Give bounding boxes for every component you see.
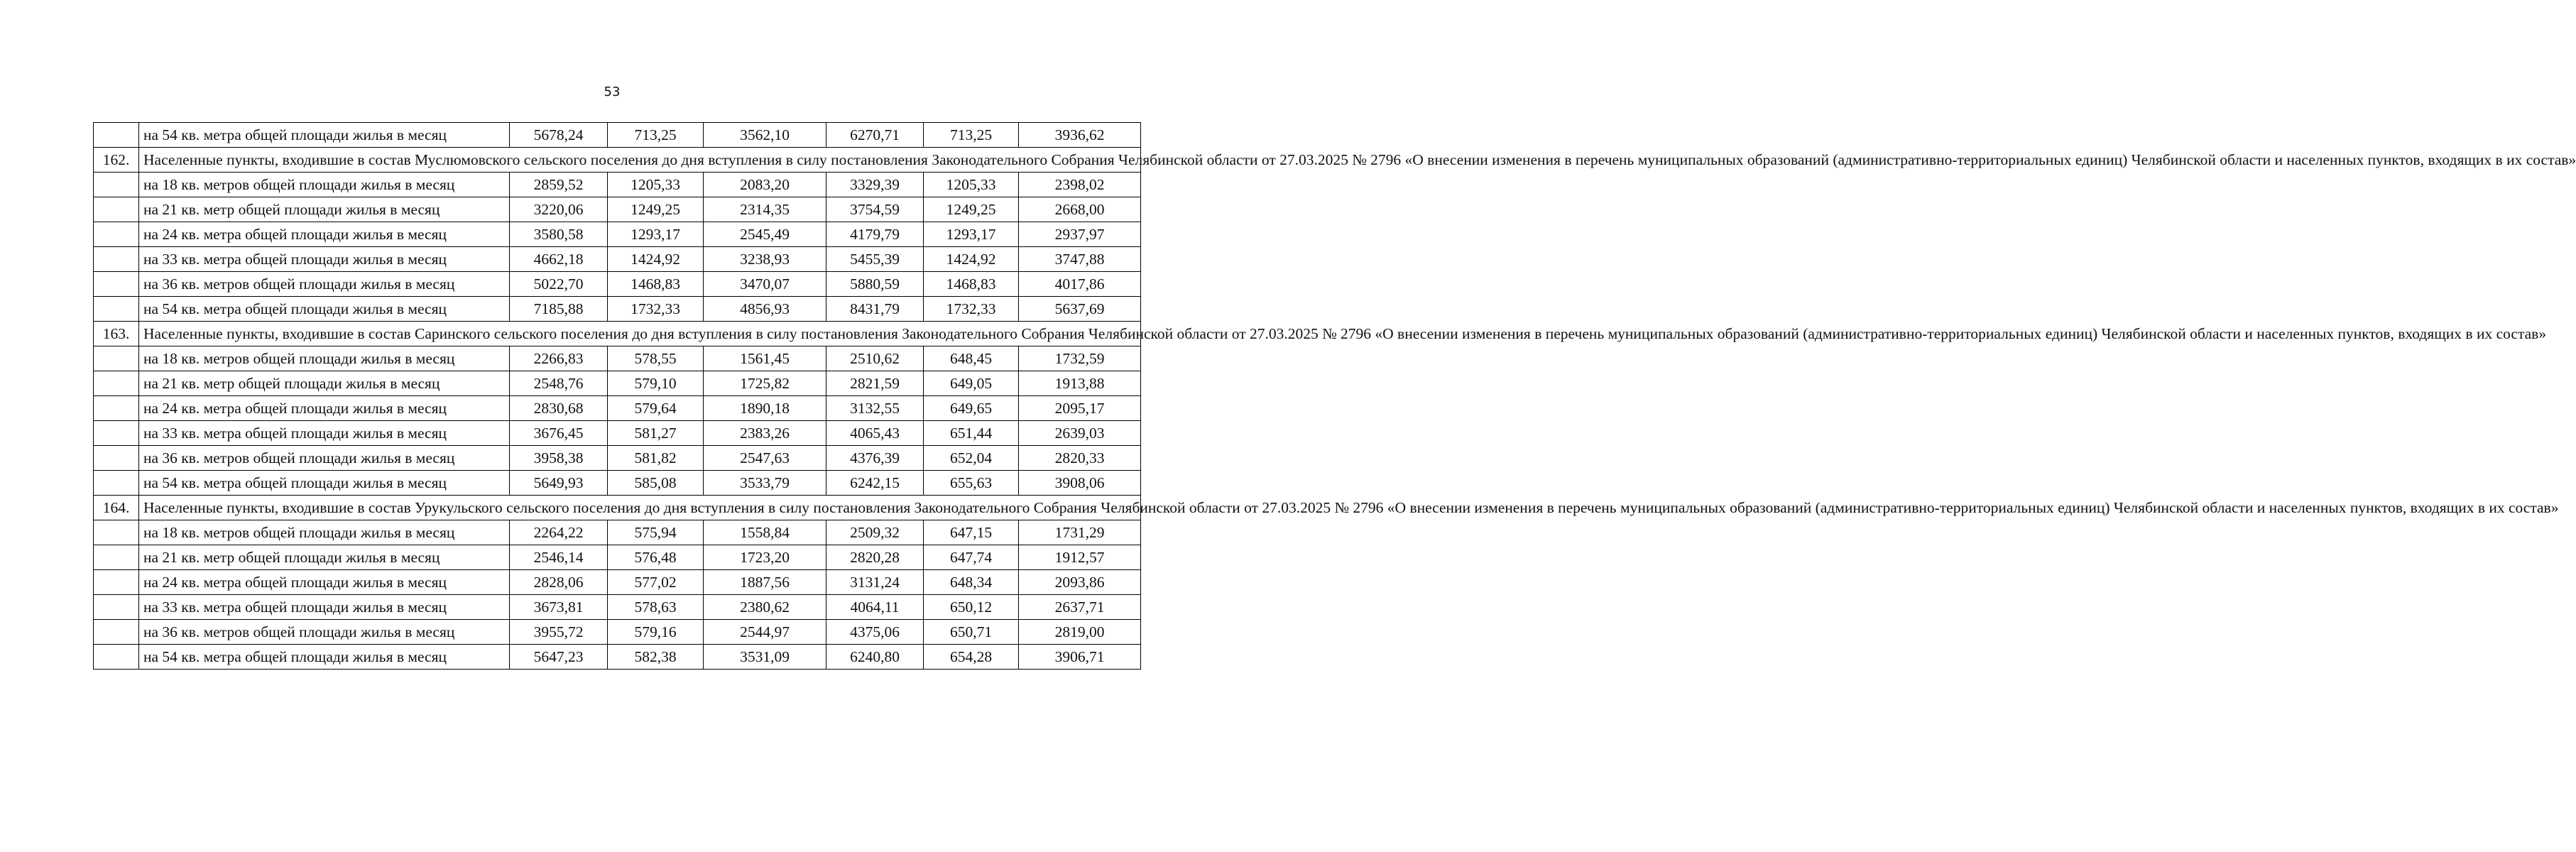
- value-cell: 650,71: [924, 620, 1019, 645]
- value-cell: 581,82: [608, 446, 704, 471]
- value-cell: 1561,45: [704, 346, 826, 371]
- value-cell: 2547,63: [704, 446, 826, 471]
- value-cell: 2819,00: [1019, 620, 1141, 645]
- value-cell: 1732,59: [1019, 346, 1141, 371]
- index-cell-empty: [94, 520, 139, 545]
- value-cell: 3908,06: [1019, 471, 1141, 496]
- value-cell: 1249,25: [924, 197, 1019, 222]
- value-cell: 4376,39: [826, 446, 924, 471]
- index-cell-empty: [94, 545, 139, 570]
- index-cell-empty: [94, 272, 139, 297]
- value-cell: 3580,58: [510, 222, 608, 247]
- value-cell: 577,02: [608, 570, 704, 595]
- table-row: [94, 247, 1141, 272]
- value-cell: 1293,17: [924, 222, 1019, 247]
- group-description: Населенные пункты, входившие в состав Урукульского сельского поселения до дня вступления в силу постановления Законодательного Собрания Челябинской области от 27.03.2025 № 2796 «О внесении изменения в перечень муниципальных образований (административно-территориальных единиц) Челябинской области и населенных пунктов, входящих в их состав»: [139, 496, 1141, 520]
- value-cell: 579,64: [608, 396, 704, 421]
- value-cell: 1732,33: [608, 297, 704, 322]
- index-cell-empty: [94, 197, 139, 222]
- group-index: 164.: [94, 496, 139, 520]
- value-cell: 2314,35: [704, 197, 826, 222]
- value-cell: 1468,83: [608, 272, 704, 297]
- value-cell: 4017,86: [1019, 272, 1141, 297]
- value-cell: 1468,83: [924, 272, 1019, 297]
- value-cell: 3676,45: [510, 421, 608, 446]
- index-cell-empty: [94, 570, 139, 595]
- value-cell: 648,34: [924, 570, 1019, 595]
- row-label: на 54 кв. метра общей площади жилья в месяц: [139, 471, 510, 496]
- value-cell: 4375,06: [826, 620, 924, 645]
- value-cell: 1249,25: [608, 197, 704, 222]
- value-cell: 4662,18: [510, 247, 608, 272]
- table-row: [94, 645, 1141, 670]
- value-cell: 7185,88: [510, 297, 608, 322]
- value-cell: 2828,06: [510, 570, 608, 595]
- table-row: [94, 197, 1141, 222]
- row-label: на 24 кв. метра общей площади жилья в месяц: [139, 396, 510, 421]
- value-cell: 5649,93: [510, 471, 608, 496]
- value-cell: 2637,71: [1019, 595, 1141, 620]
- value-cell: 648,45: [924, 346, 1019, 371]
- table-row: [94, 396, 1141, 421]
- group-description: Населенные пункты, входившие в состав Саринского сельского поселения до дня вступления в силу постановления Законодательного Собрания Челябинской области от 27.03.2025 № 2796 «О внесении изменения в перечень муниципальных образований (административно-территориальных единиц) Челябинской области и населенных пунктов, входящих в их состав»: [139, 322, 1141, 346]
- table-row: [94, 371, 1141, 396]
- value-cell: 2093,86: [1019, 570, 1141, 595]
- value-cell: 581,27: [608, 421, 704, 446]
- value-cell: 2398,02: [1019, 173, 1141, 197]
- value-cell: 6270,71: [826, 123, 924, 148]
- table-row: [94, 446, 1141, 471]
- value-cell: 2544,97: [704, 620, 826, 645]
- value-cell: 2383,26: [704, 421, 826, 446]
- table-row: [94, 346, 1141, 371]
- value-cell: 1293,17: [608, 222, 704, 247]
- value-cell: 4856,93: [704, 297, 826, 322]
- value-cell: 2095,17: [1019, 396, 1141, 421]
- value-cell: 1205,33: [924, 173, 1019, 197]
- tariff-table: [93, 122, 2576, 670]
- index-cell-empty: [94, 247, 139, 272]
- index-cell-empty: [94, 346, 139, 371]
- value-cell: 6242,15: [826, 471, 924, 496]
- value-cell: 1890,18: [704, 396, 826, 421]
- value-cell: 3754,59: [826, 197, 924, 222]
- value-cell: 5455,39: [826, 247, 924, 272]
- value-cell: 2639,03: [1019, 421, 1141, 446]
- value-cell: 713,25: [608, 123, 704, 148]
- value-cell: 1424,92: [924, 247, 1019, 272]
- index-cell-empty: [94, 446, 139, 471]
- value-cell: 1723,20: [704, 545, 826, 570]
- row-label: на 18 кв. метров общей площади жилья в месяц: [139, 346, 510, 371]
- value-cell: 1725,82: [704, 371, 826, 396]
- value-cell: 1912,57: [1019, 545, 1141, 570]
- group-index: 163.: [94, 322, 139, 346]
- table-row: [94, 520, 1141, 545]
- table-row: [94, 222, 1141, 247]
- value-cell: 5647,23: [510, 645, 608, 670]
- index-cell-empty: [94, 371, 139, 396]
- value-cell: 2668,00: [1019, 197, 1141, 222]
- value-cell: 2545,49: [704, 222, 826, 247]
- row-label: на 18 кв. метров общей площади жилья в месяц: [139, 520, 510, 545]
- value-cell: 651,44: [924, 421, 1019, 446]
- table-row: [94, 570, 1141, 595]
- value-cell: 4064,11: [826, 595, 924, 620]
- group-header-row: [94, 496, 1141, 520]
- row-label: на 36 кв. метров общей площади жилья в месяц: [139, 620, 510, 645]
- value-cell: 1205,33: [608, 173, 704, 197]
- table-row: [94, 173, 1141, 197]
- group-header-row: [94, 322, 1141, 346]
- index-cell-empty: [94, 297, 139, 322]
- value-cell: 655,63: [924, 471, 1019, 496]
- index-cell-empty: [94, 421, 139, 446]
- value-cell: 1732,33: [924, 297, 1019, 322]
- value-cell: 654,28: [924, 645, 1019, 670]
- value-cell: 2937,97: [1019, 222, 1141, 247]
- value-cell: 3238,93: [704, 247, 826, 272]
- table-row: [94, 471, 1141, 496]
- group-header-row: [94, 148, 1141, 173]
- value-cell: 578,55: [608, 346, 704, 371]
- row-label: на 54 кв. метра общей площади жилья в месяц: [139, 123, 510, 148]
- value-cell: 3531,09: [704, 645, 826, 670]
- row-label: на 21 кв. метр общей площади жилья в месяц: [139, 197, 510, 222]
- value-cell: 5637,69: [1019, 297, 1141, 322]
- index-cell-empty: [94, 620, 139, 645]
- index-cell-empty: [94, 645, 139, 670]
- value-cell: 585,08: [608, 471, 704, 496]
- index-cell-empty: [94, 595, 139, 620]
- value-cell: 579,16: [608, 620, 704, 645]
- value-cell: 1887,56: [704, 570, 826, 595]
- value-cell: 649,05: [924, 371, 1019, 396]
- value-cell: 2546,14: [510, 545, 608, 570]
- value-cell: 647,15: [924, 520, 1019, 545]
- value-cell: 582,38: [608, 645, 704, 670]
- value-cell: 3132,55: [826, 396, 924, 421]
- value-cell: 1558,84: [704, 520, 826, 545]
- value-cell: 647,74: [924, 545, 1019, 570]
- index-cell-empty: [94, 222, 139, 247]
- row-label: на 21 кв. метр общей площади жилья в месяц: [139, 545, 510, 570]
- row-label: на 33 кв. метра общей площади жилья в месяц: [139, 421, 510, 446]
- value-cell: 3562,10: [704, 123, 826, 148]
- value-cell: 2083,20: [704, 173, 826, 197]
- value-cell: 650,12: [924, 595, 1019, 620]
- value-cell: 652,04: [924, 446, 1019, 471]
- value-cell: 1913,88: [1019, 371, 1141, 396]
- value-cell: 579,10: [608, 371, 704, 396]
- value-cell: 649,65: [924, 396, 1019, 421]
- value-cell: 575,94: [608, 520, 704, 545]
- tariff-table-body: [94, 123, 2576, 670]
- row-label: на 33 кв. метра общей площади жилья в месяц: [139, 247, 510, 272]
- value-cell: 2820,33: [1019, 446, 1141, 471]
- row-label: на 36 кв. метров общей площади жилья в месяц: [139, 446, 510, 471]
- value-cell: 578,63: [608, 595, 704, 620]
- table-row: [94, 297, 1141, 322]
- value-cell: 8431,79: [826, 297, 924, 322]
- value-cell: 5022,70: [510, 272, 608, 297]
- row-label: на 54 кв. метра общей площади жилья в месяц: [139, 645, 510, 670]
- table-row: [94, 421, 1141, 446]
- value-cell: 2380,62: [704, 595, 826, 620]
- row-label: на 54 кв. метра общей площади жилья в месяц: [139, 297, 510, 322]
- value-cell: 3906,71: [1019, 645, 1141, 670]
- value-cell: 3958,38: [510, 446, 608, 471]
- table-row: [94, 545, 1141, 570]
- value-cell: 3220,06: [510, 197, 608, 222]
- row-label: на 36 кв. метров общей площади жилья в месяц: [139, 272, 510, 297]
- value-cell: 3329,39: [826, 173, 924, 197]
- index-cell-empty: [94, 396, 139, 421]
- value-cell: 3131,24: [826, 570, 924, 595]
- group-index: 162.: [94, 148, 139, 173]
- table-row: [94, 123, 1141, 148]
- value-cell: 5678,24: [510, 123, 608, 148]
- value-cell: 4065,43: [826, 421, 924, 446]
- group-description: Населенные пункты, входившие в состав Муслюмовского сельского поселения до дня вступления в силу постановления Законодательного Собрания Челябинской области от 27.03.2025 № 2796 «О внесении изменения в перечень муниципальных образований (административно-территориальных единиц) Челябинской области и населенных пунктов, входящих в их состав»: [139, 148, 1141, 173]
- value-cell: 2821,59: [826, 371, 924, 396]
- row-label: на 24 кв. метра общей площади жилья в месяц: [139, 570, 510, 595]
- value-cell: 2548,76: [510, 371, 608, 396]
- page-number: 53: [604, 84, 621, 99]
- index-cell-empty: [94, 123, 139, 148]
- value-cell: 3470,07: [704, 272, 826, 297]
- table-row: [94, 272, 1141, 297]
- value-cell: 3955,72: [510, 620, 608, 645]
- row-label: на 33 кв. метра общей площади жилья в месяц: [139, 595, 510, 620]
- value-cell: 576,48: [608, 545, 704, 570]
- value-cell: 2510,62: [826, 346, 924, 371]
- value-cell: 3936,62: [1019, 123, 1141, 148]
- row-label: на 21 кв. метр общей площади жилья в месяц: [139, 371, 510, 396]
- value-cell: 1731,29: [1019, 520, 1141, 545]
- table-row: [94, 620, 1141, 645]
- value-cell: 3533,79: [704, 471, 826, 496]
- value-cell: 2266,83: [510, 346, 608, 371]
- value-cell: 3747,88: [1019, 247, 1141, 272]
- value-cell: 4179,79: [826, 222, 924, 247]
- row-label: на 24 кв. метра общей площади жилья в месяц: [139, 222, 510, 247]
- value-cell: 1424,92: [608, 247, 704, 272]
- value-cell: 713,25: [924, 123, 1019, 148]
- value-cell: 5880,59: [826, 272, 924, 297]
- value-cell: 2264,22: [510, 520, 608, 545]
- index-cell-empty: [94, 471, 139, 496]
- value-cell: 3673,81: [510, 595, 608, 620]
- row-label: на 18 кв. метров общей площади жилья в месяц: [139, 173, 510, 197]
- value-cell: 6240,80: [826, 645, 924, 670]
- index-cell-empty: [94, 173, 139, 197]
- table-row: [94, 595, 1141, 620]
- value-cell: 2830,68: [510, 396, 608, 421]
- value-cell: 2859,52: [510, 173, 608, 197]
- value-cell: 2509,32: [826, 520, 924, 545]
- value-cell: 2820,28: [826, 545, 924, 570]
